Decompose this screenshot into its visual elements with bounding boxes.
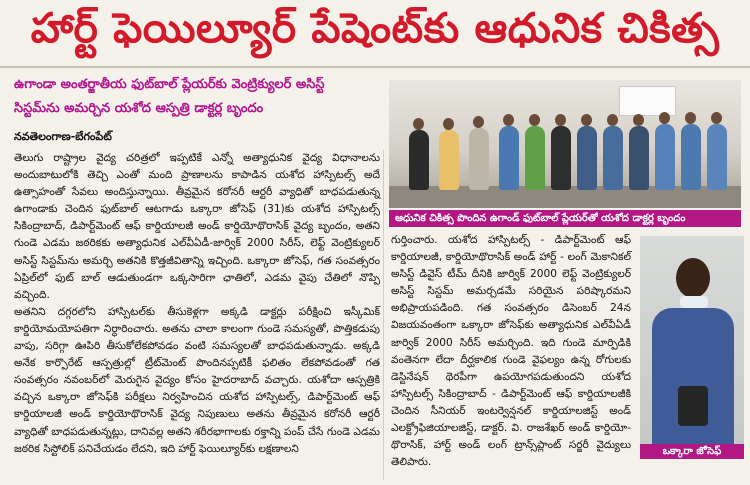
paragraph-1: తెలుగు రాష్ట్రాల వైద్య చరిత్రలో ఇప్పటికే ఎన్నో అత్యాధునిక వైద్య విధానాలను అందుబాటులోకి తెచ్చి ఎంతో మంది ప్రాణాలను కాపాడిన యశోద హాస్పిటల్స్ అదే ఉత్సాహంతో సేవలు అందిస్తున్నాయి. తీవ్రమైన కరోనరీ ఆర్టరీ వ్యాధితో బాధపడుతున్న ఉగాండాకు చెందిన ఫుట్‌బాల్ ఆటగాడు ఒక్కారా జోసెఫ్ (31)కు యశోద హాస్పిటల్స్ సికింద్రాబాద్, డిపార్ట్‌మెంట్ ఆఫ్ కార్డియాలజీ అండ్ కార్డియోథొరాసిక్ వైద్య బృందం, అతని గుండె ఎడమ జఠరికకు అత్యాధునిక ఎల్‌వీఏడీ-జార్విక్ 2000 సిరీస్, లెఫ్ట్ వెంట్రిక్యులర్ అసిస్ట్ సిస్టమ్‌ను అమర్చి అతనికి కొత్తజీవితాన్ని ఇచ్చింది. ఒక్కారా జోసెఫ్, గత సంవత్సరం ఏప్రిల్‌లో ఫుట్ బాల్ ఆడుతుండగా ఒక్కసారిగా ఛాతిలో, ఎడమ వైపు చేతిలో నొప్పి వచ్చింది. [14, 152, 380, 301]
paragraph-2: అతనిని దగ్గరలోని హాస్పిటల్‌కు తీసుకెళ్లగా అక్కడి డాక్టర్లు పరీక్షించి ఇస్కీమిక్ కార్డియోమయోపతిగా నిర్ధారించారు. అతను చాలా కాలంగా గుండె సమస్యతో, పొత్తికడుపు వాపు, సరిగ్గా ఊపిరి తీసుకోలేకపోవడం వంటి సమస్యలతో బాధపడుతున్నాడు. అక్కడి అనేక కార్పొరేట్ ఆస్పత్రుల్లో ట్రీట్‌మెంట్ పొందినప్పటికీ ఫలితం లేకపోవడంతో గత సంవత్సరం నవంబర్‌లో మెరుగైన వైద్యం కోసం హైదరాబాద్ వచ్చారు. యశోదా ఆస్పత్రికి వచ్చిన ఒక్కారా జోసెఫ్‌కి పరీక్షలు నిర్వహించిన యశోద హాస్పిటల్స్, డిపార్ట్‌మెంట్ ఆఫ్ కార్డియాలజీ అండ్ కార్డియోథొరాసిక్ వైద్య నిపుణులు అతను తీవ్రమైన కరోనరీ ఆర్టరీ వ్యాధితో బాధపడుతున్నట్లు, దానివల్ల అతని శరీరభాగాలకు రక్తాన్ని పంప్ చేసే గుండె ఎడమ జఠరిక సిస్టోలిక్ పనిచేయడం లేదని, ఇది హార్ట్ ఫెయిల్యూర్‌కు లక్షణాలని [14, 305, 380, 455]
dateline: నవతెలంగాణ-బేగంపేట్ [14, 130, 112, 143]
headline-rule [0, 66, 750, 68]
article-body-left [14, 150, 380, 458]
paragraph-right: గుర్తించారు. యశోద హాస్పిటల్స్ - డిపార్ట్‌మెంట్ ఆఫ్ కార్డియాలజీ, కార్డియోథొరాసిక్ అండ్ హార్ట్ - లంగ్ మెకానికల్ అసిస్ట్ డివైస్ టీమ్ దీనికి జార్విక్ 2000 లెఫ్ట్ వెంట్రిక్యులర్ అసిస్ట్ సిస్టమ్ అమర్చడమే సరియైన పరిష్కారమని అభిప్రాయపడింది. గత సంవత్సరం డిసెంబర్ 24న విజయవంతంగా ఒక్కారా జోసెఫ్‌కు అత్యాధునిక ఎల్‌వీఏడీ జార్విక్ 2000 సిరీస్ అమర్చింది. ఇది గుండె మార్పిడికి వంతెనగా లేదా దీర్ఘకాలిక గుండె వైఫల్యం ఉన్న రోగులకు డెస్టినేషన్ థెరపీగా ఉపయోగపడుతుందని యశోద హాస్పిటల్స్ సికింద్రాబాద్ - డిపార్ట్‌మెంట్ ఆఫ్ కార్డియాలజీకి చెందిన సీనియర్ ఇంటర్వెన్షనల్ కార్డియాలజిస్ట్ అండ్ ఎలక్ట్రోఫిజియాలజిస్ట్, డాక్టర్. వి. రాజశేఖర్ అండ్ కార్డియో-థొరాసిక్, హార్ట్ అండ్ లంగ్ ట్రాన్స్‌ప్లాంట్ సర్జరీ వైద్యులు తెలిపారు. [391, 234, 631, 469]
player-photo [640, 236, 744, 444]
wall-sign [619, 86, 676, 116]
player-photo-caption: ఒక్కారా జోసెఫ్ [640, 444, 744, 459]
subheadline-line-1: ఉగాండా అంతర్జాతీయ ఫుట్‌బాల్ ప్లేయర్‌కు వెంట్రిక్యులర్ అసిస్ట్ [14, 77, 325, 92]
group-photo-caption: ఆధునిక చికిత్స పొందిన ఉగాండ్ ఫుట్‌బాల్ ప్లేయర్‌తో యశోద డాక్టర్ల బృందం [389, 210, 741, 227]
subheadline-line-2: సిస్టమ్‌ను అమర్చిన యశోద ఆస్పత్రి డాక్టర్ల బృందం [14, 101, 264, 116]
group-photo [389, 80, 741, 208]
subheadline [14, 73, 380, 121]
headline: హార్ట్ ఫెయిల్యూర్ పేషెంట్‌కు ఆధునిక చికిత్స [30, 4, 720, 52]
column-divider [383, 150, 384, 480]
